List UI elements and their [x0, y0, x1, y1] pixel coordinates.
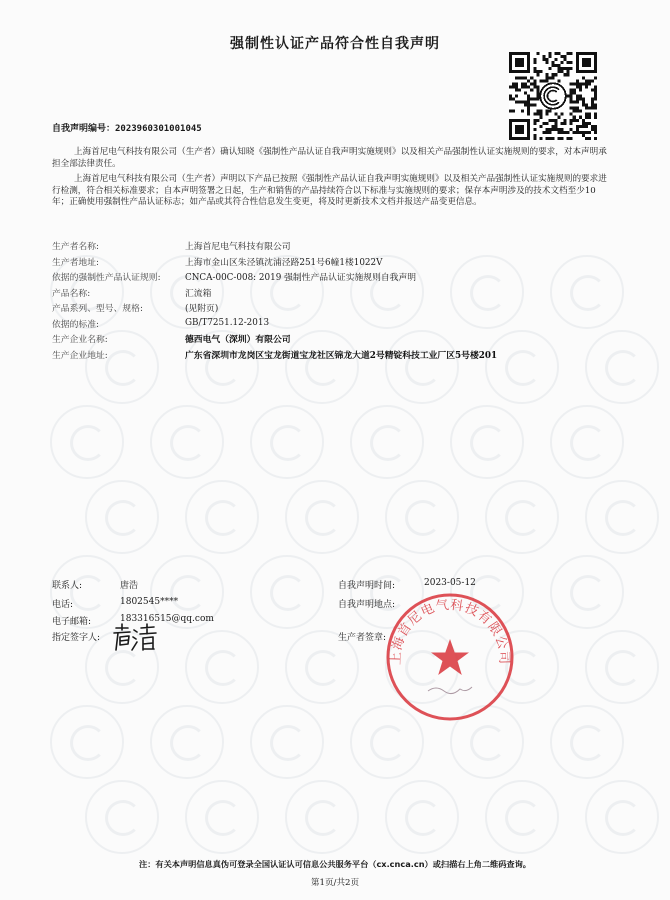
watermark-mark — [485, 780, 559, 854]
svg-text:上海首尼电气科技有限公司: 上海首尼电气科技有限公司 — [388, 597, 512, 666]
info-row-standard — [52, 316, 632, 332]
contact-phone-value: 1802545**** — [120, 597, 179, 607]
info-value: 汇流箱 — [185, 288, 212, 299]
watermark-mark — [185, 480, 259, 554]
info-row-model — [52, 300, 632, 316]
company-seal — [380, 587, 520, 727]
info-label: 生产者地址: — [52, 257, 99, 268]
info-label: 产品名称: — [52, 288, 91, 299]
watermark-mark — [185, 780, 259, 854]
handwritten-signature — [110, 620, 160, 656]
info-label: 生产者名称: — [52, 242, 99, 253]
watermark-mark — [550, 705, 624, 779]
info-row-producer-name — [52, 238, 632, 254]
info-value: 广东省深圳市龙岗区宝龙街道宝龙社区锦龙大道2号精锭科技工业厂区5号楼201 — [185, 350, 498, 361]
info-row-product-name — [52, 285, 632, 301]
qr-code[interactable] — [509, 52, 597, 140]
info-value: 德西电气（深圳）有限公司 — [185, 335, 291, 346]
page-number: 第1页/共2页 — [310, 878, 360, 888]
watermark-mark — [185, 630, 259, 704]
watermark-mark — [150, 705, 224, 779]
info-label: 生产企业地址: — [52, 350, 108, 361]
watermark-mark — [250, 705, 324, 779]
confirmation-paragraph: 上海首尼电气科技有限公司（生产者）确认知晓《强制性产品认证自我声明实施规则》以及相关产品强制性认证实施规则的要求，对本声明承担全部法律责任。 — [52, 147, 607, 169]
info-value: CNCA-00C-008: 2019 强制性产品认证实施规则自我声明 — [185, 273, 417, 284]
info-label: 生产企业名称: — [52, 335, 108, 346]
watermark-mark — [585, 630, 659, 704]
watermark-mark — [550, 405, 624, 479]
info-label: 产品系列、型号、规格: — [52, 304, 143, 315]
watermark-mark — [50, 705, 124, 779]
info-value: (见附页) — [185, 304, 219, 315]
info-value: 上海市金山区朱泾镇沈浦泾路251号6幢1楼1022V — [185, 257, 383, 268]
declaration-paragraph: 上海首尼电气科技有限公司（生产者）声明以下产品已按照《强制性产品认证自我声明实施规则》以及相关产品强制性认证实施规则的要求进行检测，符合相关标准要求；自本声明签署之日起，生产和销售的产品持续符合以下标准与实施规则的要求；保存本声明涉及的技术文档至少10年；正确使用强制性产品认证标志；如产品或其符合性信息发生变更，将及时更新技术文档并报送产品变更信息。 — [52, 174, 607, 207]
footer-note: 注：有关本声明信息真伪可登录全国认证认可信息公共服务平台（cx.cnca.cn）或扫描右上角二维码查询。 — [139, 859, 531, 869]
declaration-number: 自我声明编号：2023960301001045 — [52, 124, 202, 134]
watermark-mark — [585, 480, 659, 554]
contact-email-value: 183316515@qq.com — [120, 614, 214, 624]
watermark-mark — [350, 405, 424, 479]
contact-person-value: 唐浩 — [120, 581, 139, 591]
info-label: 依据的标准: — [52, 319, 99, 330]
watermark-mark — [485, 480, 559, 554]
watermark-mark — [585, 780, 659, 854]
watermark-mark — [85, 780, 159, 854]
contact-email-label: 电子邮箱: — [52, 617, 92, 627]
info-row-manufacturer-address — [52, 347, 632, 363]
page-title: 强制性认证产品符合性自我声明 — [230, 36, 440, 52]
producer-signature-label: 生产者签章: — [338, 633, 387, 643]
watermark-mark — [385, 780, 459, 854]
watermark-mark — [450, 405, 524, 479]
watermark-mark — [285, 780, 359, 854]
product-info-table — [52, 238, 632, 362]
info-label: 依据的强制性产品认证规则: — [52, 273, 161, 284]
watermark-mark — [250, 555, 324, 629]
info-row-rules — [52, 269, 632, 285]
declaration-date-label: 自我声明时间: — [338, 581, 396, 591]
contact-person-label: 联系人: — [52, 581, 83, 591]
qr-code-icon — [509, 52, 597, 140]
designated-signer-label: 指定签字人: — [52, 633, 101, 643]
contact-phone-label: 电话: — [52, 600, 74, 610]
watermark-mark — [85, 480, 159, 554]
watermark-mark — [150, 405, 224, 479]
info-row-manufacturer-name — [52, 331, 632, 347]
declaration-place-label: 自我声明地点: — [338, 600, 396, 610]
info-value: GB/T7251.12-2013 — [185, 318, 270, 329]
info-row-producer-address — [52, 254, 632, 270]
info-value: 上海首尼电气科技有限公司 — [185, 242, 291, 253]
watermark-mark — [250, 405, 324, 479]
declaration-date-value: 2023-05-12 — [424, 578, 476, 588]
watermark-mark — [550, 555, 624, 629]
watermark-mark — [385, 480, 459, 554]
watermark-mark — [50, 405, 124, 479]
watermark-mark — [285, 480, 359, 554]
